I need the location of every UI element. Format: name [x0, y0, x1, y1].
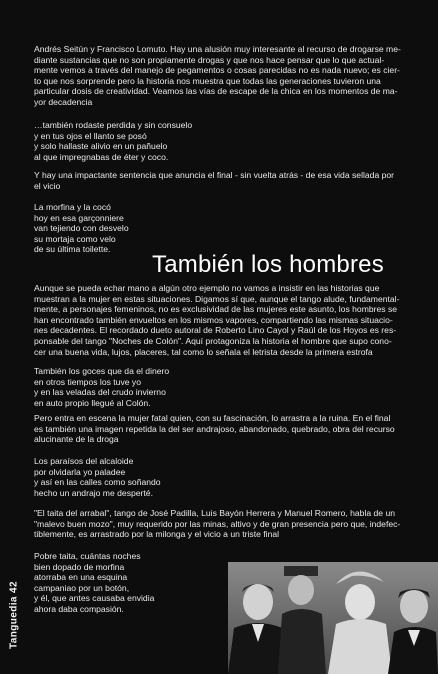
verse-5-line: y él, que antes causaba envidia: [34, 593, 155, 604]
paragraph-1-line: particular dosis de creatividad. Veamos las vías de escape de la chica en los momentos de ma-: [34, 86, 398, 97]
verse-2-line: de su última toilette.: [34, 244, 111, 255]
verse-2-line: La morfina y la cocó: [34, 202, 111, 212]
film-still-photo: [228, 562, 438, 674]
verse-1-line: al que impregnabas de éter y coco.: [34, 151, 169, 162]
section-heading: También los hombres: [152, 251, 384, 278]
figure-body-woman: [328, 619, 392, 674]
verse-5-line: Pobre taita, cuántas noches: [34, 551, 141, 561]
verse-3: [34, 366, 284, 408]
verse-4-line: hecho un andrajo me desperté.: [34, 487, 153, 498]
paragraph-4: [34, 413, 420, 445]
paragraph-4-line: Pero entra en escena la mujer fatal quien, con su fascinación, lo arrastra a la ruina. En el final: [34, 413, 391, 423]
paragraph-3-line: muestran a la mujer en estas situaciones. Digamos sí que, aunque el tango alude, fundamental-: [34, 293, 400, 304]
paragraph-3-line: mente, a personajes femeninos, no es exclusividad de las mujeres este asunto, los hombres se: [34, 304, 398, 315]
verse-4-line: y así en las calles como soñando: [34, 477, 161, 488]
paragraph-4-line: es también una imagen repetida la del ser andrajoso, abandonado, quebrado, obra del recurso: [34, 423, 395, 434]
paragraph-5-line: tiblemente, es arrastrado por la milonga y el vicio a un triste final: [34, 529, 280, 540]
verse-5-line: campaniao por un botón,: [34, 582, 130, 593]
paragraph-4-line: alucinante de la droga: [34, 434, 119, 445]
figure-head-left: [243, 584, 273, 620]
paragraph-3-line: ponsable del tango "Noches de Colón". Aquí protagoniza la historia el hombre que supo cono-: [34, 335, 392, 346]
paragraph-3-line: cer una buena vida, lujos, placeres, tal como lo señala el letrista desde la primera estrofa: [34, 346, 373, 357]
verse-2-line: hoy en esa garçonniere: [34, 212, 124, 223]
paragraph-1-line: diante sustancias que no son propiamente drogas y que nos hace pensar que lo que actual-: [34, 54, 385, 65]
verse-1-line: y solo hallaste alivio en un pañuelo: [34, 141, 168, 152]
verse-2-line: su mortaja como velo: [34, 233, 116, 244]
page-number-label: Tanguedia 42: [8, 581, 20, 649]
paragraph-5-line: "El taita del arrabal", tango de José Padilla, Luis Bayón Herrera y Manuel Romero, habla de un: [34, 508, 396, 518]
paragraph-5: [34, 508, 420, 540]
page-sidebar: [6, 560, 22, 670]
verse-4-line: Los paraísos del alcaloide: [34, 456, 134, 466]
verse-5-line: ahora daba compasión.: [34, 603, 124, 614]
verse-1-line: …también rodaste perdida y sin consuelo: [34, 120, 193, 130]
paragraph-3-line: nes decadentes. El recordado dueto autoral de Roberto Lino Cayol y Raúl de los Hoyos es res-: [34, 325, 397, 336]
paragraph-1-line: to que nos sorprende pero la historia nos muestra que todas las generaciones tuvieron una: [34, 75, 381, 86]
paragraph-1-line: Andrés Seitún y Francisco Lomuto. Hay una alusión muy interesante al recurso de drogarse me-: [34, 44, 401, 54]
paragraph-3-line: han encontrado también envueltos en los mismos vapores, compartiendo las mismas situacio-: [34, 314, 393, 325]
verse-2-line: van tejiendo con desvelo: [34, 223, 129, 234]
paragraph-2: [34, 170, 420, 191]
verse-1: [34, 120, 284, 162]
paragraph-1: [34, 44, 420, 108]
verse-3-line: en otros tiempos los tuve yo: [34, 376, 141, 387]
verse-5-line: atorraba en una esquina: [34, 572, 128, 583]
verse-5: [34, 551, 224, 615]
paragraph-1-line: mente vemos a través del manejo de pegamentos o cosas parecidas no es nada nuevo; es cier-: [34, 65, 400, 76]
paragraph-5-line: "malevo buen mozo", muy requerido por las minas, altivo y de gran presencia pero que, indefec-: [34, 518, 401, 529]
paragraph-2-line: el vicio: [34, 180, 61, 191]
figure-head-center: [288, 575, 314, 605]
verse-3-line: También los goces que da el dinero: [34, 366, 170, 376]
film-still-illustration: [228, 562, 438, 674]
figure-head-woman: [345, 584, 375, 620]
paragraph-2-line: Y hay una impactante sentencia que anuncia el final - sin vuelta atrás - de esa vida sellada por: [34, 170, 395, 180]
verse-5-line: bien dopado de morfina: [34, 561, 125, 572]
verse-4-line: por olvidarla yo paladee: [34, 466, 126, 477]
verse-2: [34, 202, 284, 255]
verse-3-line: en auto propio llegué al Colón.: [34, 397, 151, 408]
verse-3-line: y en las veladas del crudo invierno: [34, 387, 166, 398]
paragraph-1-line: yor decadencia: [34, 96, 93, 107]
verse-4: [34, 456, 284, 498]
figure-body-center: [278, 609, 326, 674]
verse-1-line: y en tus ojos el llanto se posó: [34, 130, 147, 141]
paragraph-3: [34, 283, 420, 357]
figure-head-right: [400, 589, 428, 623]
paragraph-3-line: Aunque se pueda echar mano a algún otro ejemplo no vamos a insistir en las historias que: [34, 283, 380, 293]
figure-hat-center: [284, 566, 318, 576]
